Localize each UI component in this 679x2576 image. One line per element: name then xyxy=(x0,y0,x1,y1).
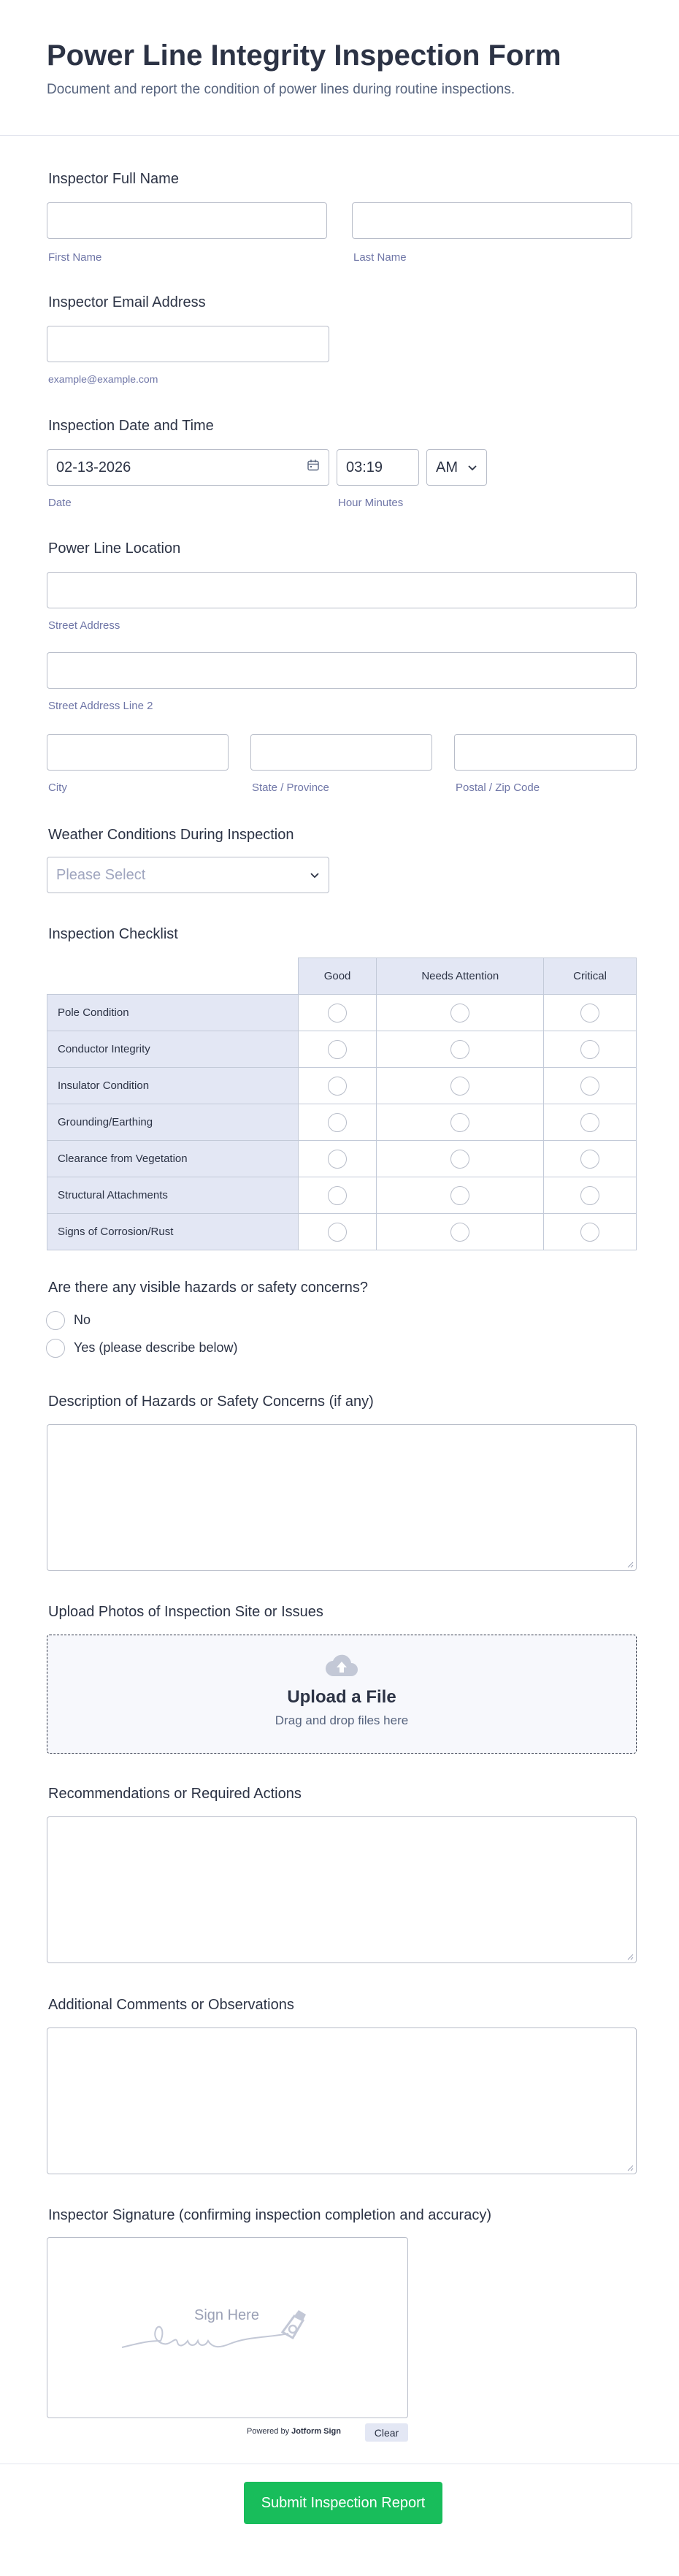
state-input[interactable] xyxy=(250,734,432,771)
date-value: 02-13-2026 xyxy=(56,459,131,475)
matrix-row xyxy=(47,1141,637,1177)
form-header xyxy=(0,0,679,136)
matrix-col-header: Needs Attention xyxy=(377,958,544,995)
matrix-row-label: Grounding/Earthing xyxy=(47,1104,299,1141)
email-input[interactable] xyxy=(47,326,329,362)
submit-button[interactable]: Submit Inspection Report xyxy=(244,2482,442,2524)
weather-label: Weather Conditions During Inspection xyxy=(48,827,294,843)
radio-needs-attention[interactable] xyxy=(450,1040,469,1059)
radio-critical[interactable] xyxy=(580,1223,599,1242)
signature-placeholder: Sign Here xyxy=(194,2307,259,2323)
powered-by-brand: Jotform Sign xyxy=(291,2427,341,2436)
zip-input[interactable] xyxy=(454,734,637,771)
checklist-label: Inspection Checklist xyxy=(48,926,178,942)
radio-critical[interactable] xyxy=(580,1186,599,1205)
radio-needs-attention[interactable] xyxy=(450,1004,469,1023)
radio-critical[interactable] xyxy=(580,1040,599,1059)
signature-scribble-icon xyxy=(120,2307,332,2355)
inspection-checklist-matrix xyxy=(47,958,637,1250)
comments-label: Additional Comments or Observations xyxy=(48,1997,294,2013)
matrix-row xyxy=(47,1214,637,1250)
recommendations-textarea[interactable] xyxy=(47,1816,637,1963)
upload-title: Upload a File xyxy=(287,1687,396,1707)
upload-subtitle: Drag and drop files here xyxy=(275,1713,409,1727)
weather-select[interactable] xyxy=(47,857,329,893)
hazard-description-label: Description of Hazards or Safety Concerns (if any) xyxy=(48,1394,374,1410)
matrix-row xyxy=(47,1177,637,1214)
last-name-input[interactable] xyxy=(352,202,632,239)
cloud-upload-icon xyxy=(47,1654,636,1681)
matrix-row-label: Clearance from Vegetation xyxy=(47,1141,299,1177)
upload-label: Upload Photos of Inspection Site or Issues xyxy=(48,1604,323,1620)
radio-hazards-yes[interactable] xyxy=(46,1339,65,1358)
first-name-sublabel: First Name xyxy=(48,251,102,264)
matrix-row xyxy=(47,995,637,1031)
radio-critical[interactable] xyxy=(580,1077,599,1096)
street-address-sublabel: Street Address xyxy=(48,619,120,632)
upload-dropzone[interactable] xyxy=(47,1635,637,1754)
location-label: Power Line Location xyxy=(48,540,181,557)
recommendations-label: Recommendations or Required Actions xyxy=(48,1786,302,1802)
matrix-row-label: Pole Condition xyxy=(47,995,299,1031)
radio-critical[interactable] xyxy=(580,1150,599,1169)
powered-by-prefix: Powered by xyxy=(247,2427,290,2436)
matrix-row xyxy=(47,1068,637,1104)
email-sublabel: example@example.com xyxy=(48,373,158,385)
matrix-row-label: Insulator Condition xyxy=(47,1068,299,1104)
datetime-label: Inspection Date and Time xyxy=(48,418,214,434)
hazards-option-label: No xyxy=(74,1312,91,1327)
date-input[interactable] xyxy=(47,449,329,486)
matrix-row xyxy=(47,1104,637,1141)
radio-critical[interactable] xyxy=(580,1113,599,1132)
street-address-2-input[interactable] xyxy=(47,652,637,689)
inspector-name-label: Inspector Full Name xyxy=(48,171,179,187)
radio-good[interactable] xyxy=(328,1186,347,1205)
last-name-sublabel: Last Name xyxy=(353,251,407,264)
signature-pad[interactable] xyxy=(47,2237,408,2418)
radio-needs-attention[interactable] xyxy=(450,1077,469,1096)
radio-critical[interactable] xyxy=(580,1004,599,1023)
radio-good[interactable] xyxy=(328,1150,347,1169)
radio-needs-attention[interactable] xyxy=(450,1223,469,1242)
calendar-icon[interactable] xyxy=(307,459,320,476)
radio-good[interactable] xyxy=(328,1113,347,1132)
radio-good[interactable] xyxy=(328,1077,347,1096)
city-sublabel: City xyxy=(48,781,67,794)
comments-textarea[interactable] xyxy=(47,2027,637,2174)
chevron-down-icon xyxy=(310,867,320,884)
resize-handle-icon[interactable] xyxy=(627,1954,634,1960)
resize-handle-icon[interactable] xyxy=(627,2165,634,2171)
city-input[interactable] xyxy=(47,734,229,771)
form-title: Power Line Integrity Inspection Form xyxy=(47,39,561,72)
hazards-label: Are there any visible hazards or safety concerns? xyxy=(48,1280,368,1296)
ampm-value: AM xyxy=(436,459,458,475)
matrix-row xyxy=(47,1031,637,1068)
weather-placeholder: Please Select xyxy=(56,866,146,883)
hazards-option-label: Yes (please describe below) xyxy=(74,1340,238,1355)
matrix-row-label: Signs of Corrosion/Rust xyxy=(47,1214,299,1250)
first-name-input[interactable] xyxy=(47,202,327,239)
chevron-down-icon xyxy=(467,459,477,476)
street-address-input[interactable] xyxy=(47,572,637,608)
radio-needs-attention[interactable] xyxy=(450,1113,469,1132)
ampm-select[interactable] xyxy=(426,449,487,486)
street-address-2-sublabel: Street Address Line 2 xyxy=(48,700,153,712)
radio-good[interactable] xyxy=(328,1223,347,1242)
radio-hazards-no[interactable] xyxy=(46,1311,65,1330)
matrix-col-header: Good xyxy=(298,958,377,995)
matrix-row-label: Conductor Integrity xyxy=(47,1031,299,1068)
form-subtitle: Document and report the condition of power lines during routine inspections. xyxy=(47,82,515,97)
resize-handle-icon[interactable] xyxy=(627,1562,634,1568)
time-sublabel: Hour Minutes xyxy=(338,497,404,509)
matrix-corner xyxy=(47,958,299,995)
state-sublabel: State / Province xyxy=(252,781,329,794)
email-label: Inspector Email Address xyxy=(48,294,206,310)
matrix-row-label: Structural Attachments xyxy=(47,1177,299,1214)
signature-clear-button[interactable]: Clear xyxy=(365,2423,408,2442)
radio-good[interactable] xyxy=(328,1004,347,1023)
radio-needs-attention[interactable] xyxy=(450,1186,469,1205)
matrix-col-header: Critical xyxy=(544,958,637,995)
radio-needs-attention[interactable] xyxy=(450,1150,469,1169)
signature-label: Inspector Signature (confirming inspection completion and accuracy) xyxy=(48,2207,491,2223)
date-sublabel: Date xyxy=(48,497,72,509)
hazard-description-textarea[interactable] xyxy=(47,1424,637,1571)
powered-by-text xyxy=(247,2427,341,2436)
time-input[interactable]: 03:19 xyxy=(337,449,419,486)
radio-good[interactable] xyxy=(328,1040,347,1059)
zip-sublabel: Postal / Zip Code xyxy=(456,781,540,794)
